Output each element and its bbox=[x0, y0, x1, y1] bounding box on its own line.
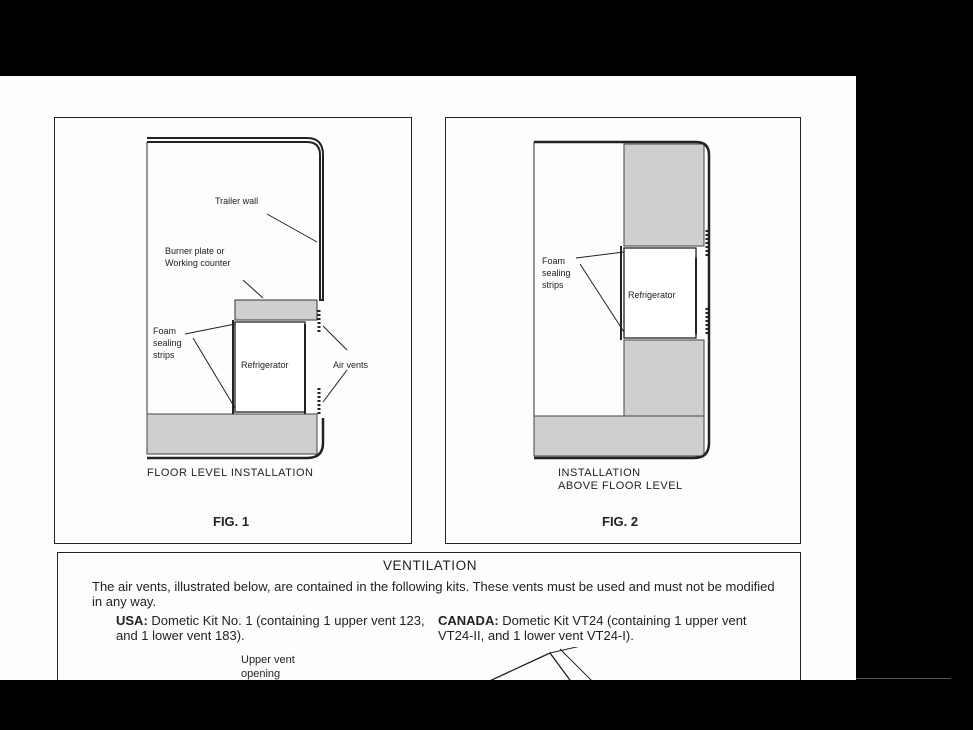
fig2-label-refrigerator: Refrigerator bbox=[628, 290, 676, 300]
fig1-floor bbox=[147, 414, 317, 454]
manual-page bbox=[0, 76, 856, 680]
fig1-trailer-wall bbox=[147, 138, 323, 300]
fig2-label-foam-1: Foam bbox=[542, 256, 566, 266]
fig2-label-foam-3: strips bbox=[542, 280, 564, 290]
fig2-caption-2: ABOVE FLOOR LEVEL bbox=[558, 480, 683, 492]
fig1-label-trailer-wall: Trailer wall bbox=[215, 196, 259, 206]
scan-edge-line bbox=[856, 678, 951, 679]
fig1-label-burner-1: Burner plate or bbox=[165, 246, 225, 256]
fig2-lower-cabinet bbox=[624, 340, 704, 416]
ventilation-intro: The air vents, illustrated below, are contained in the following kits. These vents must be used and must not be modified in any way. bbox=[92, 579, 775, 609]
fig2-caption-1: INSTALLATION bbox=[558, 467, 641, 479]
fig1-leader-foam-a bbox=[185, 324, 235, 334]
fig1-label-refrigerator: Refrigerator bbox=[241, 360, 289, 370]
vent-sketch-outline bbox=[468, 653, 578, 680]
fig1-label-foam-3: strips bbox=[153, 350, 175, 360]
fig1-label-burner-2: Working counter bbox=[165, 258, 231, 268]
fig2-upper-cabinet bbox=[624, 144, 704, 246]
fig1-label-air-vents: Air vents bbox=[333, 360, 369, 370]
usa-label: USA: bbox=[116, 613, 148, 628]
fig2-panel bbox=[445, 117, 801, 544]
fig1-leader-counter bbox=[243, 280, 263, 298]
fig1-caption: FLOOR LEVEL INSTALLATION bbox=[147, 467, 314, 479]
canada-kit-description: Dometic Kit VT24 (containing 1 upper vent VT24-II, and 1 lower vent VT24-I). bbox=[438, 613, 747, 643]
fig1-label-foam-1: Foam bbox=[153, 326, 177, 336]
fig1-number: FIG. 1 bbox=[213, 514, 250, 529]
fig1-leader-vent-b bbox=[323, 370, 347, 402]
fig2-number: FIG. 2 bbox=[602, 514, 639, 529]
fig2-label-foam-2: sealing bbox=[542, 268, 571, 278]
fig1-leader-vent-a bbox=[323, 326, 347, 350]
fig1-label-foam-2: sealing bbox=[153, 338, 182, 348]
fig1-leader-foam-b bbox=[193, 338, 235, 408]
fig2-leader-foam-a bbox=[576, 252, 624, 258]
canada-label: CANADA: bbox=[438, 613, 499, 628]
fig1-counter bbox=[235, 300, 317, 320]
ventilation-panel bbox=[57, 552, 801, 680]
vent-sketch-leader bbox=[550, 647, 594, 653]
vent-sketch bbox=[458, 647, 658, 680]
fig2-leader-foam-b bbox=[580, 264, 624, 332]
fig2-diagram bbox=[446, 118, 802, 545]
ventilation-title: VENTILATION bbox=[382, 558, 478, 573]
fig2-floor bbox=[534, 416, 704, 456]
fig1-diagram bbox=[55, 118, 413, 545]
fig1-panel bbox=[54, 117, 412, 544]
fig1-leader-wall bbox=[267, 214, 317, 242]
canada-kit-text bbox=[438, 613, 778, 643]
usa-kit-description: Dometic Kit No. 1 (containing 1 upper vent 123, and 1 lower vent 183). bbox=[116, 613, 425, 643]
upper-vent-label: Upper vent opening bbox=[241, 654, 295, 680]
usa-kit-text bbox=[116, 613, 436, 643]
